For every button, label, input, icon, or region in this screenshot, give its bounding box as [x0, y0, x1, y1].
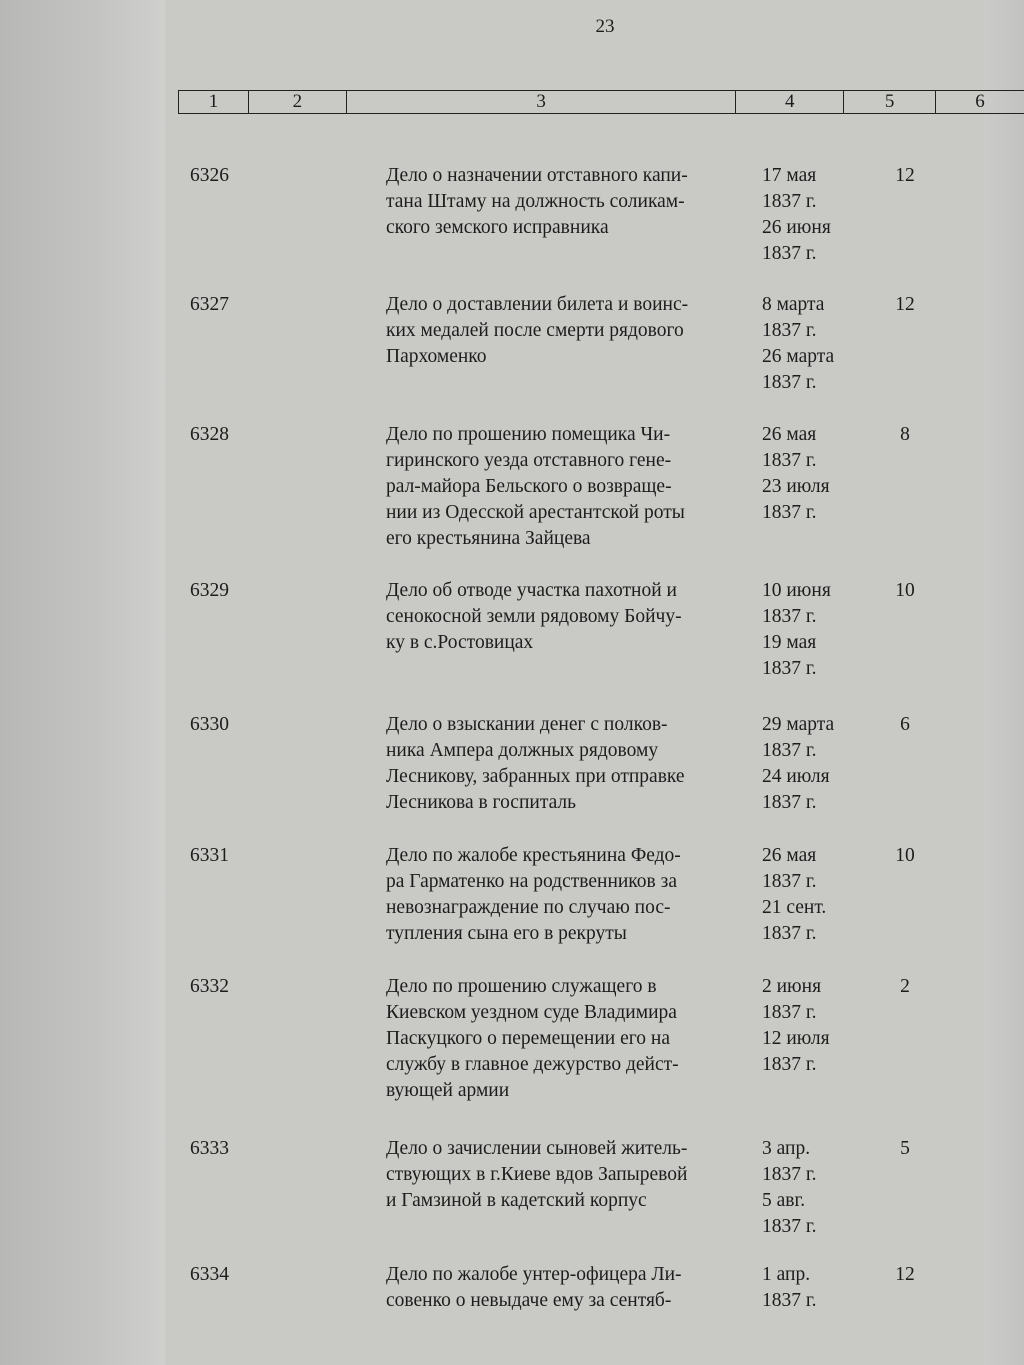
description-line: тана Штаму на должность соликам-: [386, 191, 685, 212]
facing-page-margin: [0, 0, 165, 1365]
description-line: Лесникова в госпиталь: [386, 792, 577, 813]
date-line: 21 сент.: [762, 897, 827, 918]
date-line: 8 марта: [762, 294, 825, 315]
date-line: 1837 г.: [762, 923, 817, 944]
date-line: 1837 г.: [762, 1054, 817, 1075]
description-line: Дело об отводе участка пахотной и: [386, 580, 677, 601]
date-line: 1837 г.: [762, 871, 817, 892]
record-number: 6329: [190, 580, 229, 601]
record-dates: [762, 163, 872, 267]
date-line: 1837 г.: [762, 191, 817, 212]
record-dates: [762, 974, 872, 1078]
record-number: 6326: [190, 165, 229, 186]
record-number: 6330: [190, 714, 229, 735]
sheet-count: 10: [895, 580, 915, 601]
description-line: Дело о зачислении сыновей житель-: [386, 1138, 688, 1159]
description-line: рал-майора Бельского о возвраще-: [386, 476, 672, 497]
date-line: 26 марта: [762, 346, 835, 367]
sheet-count: 8: [900, 424, 910, 445]
column-header-6: 6: [975, 91, 985, 112]
sheet-count: 12: [895, 1264, 915, 1285]
date-line: 1837 г.: [762, 658, 817, 679]
record-number: 6334: [190, 1264, 229, 1285]
date-line: 19 мая: [762, 632, 817, 653]
right-page-edge: [984, 0, 1024, 1365]
record-description: [386, 422, 756, 552]
record-dates: [762, 292, 872, 396]
record-number: 6328: [190, 424, 229, 445]
date-line: 1837 г.: [762, 1290, 817, 1311]
record-dates: [762, 1262, 872, 1314]
description-line: Лесникову, забранных при отправке: [386, 766, 685, 787]
date-line: 1837 г.: [762, 1002, 817, 1023]
date-line: 1837 г.: [762, 1164, 817, 1185]
record-description: [386, 843, 756, 947]
description-line: вующей армии: [386, 1080, 510, 1101]
date-line: 10 июня: [762, 580, 831, 601]
description-line: тупления сына его в рекруты: [386, 923, 627, 944]
description-line: ких медалей после смерти рядового: [386, 320, 684, 341]
date-line: 17 мая: [762, 165, 817, 186]
record-number: 6327: [190, 294, 229, 315]
record-description: [386, 1262, 756, 1314]
record-dates: [762, 422, 872, 526]
date-line: 1837 г.: [762, 320, 817, 341]
record-description: [386, 163, 756, 241]
sheet-count: 10: [895, 845, 915, 866]
date-line: 1837 г.: [762, 606, 817, 627]
description-line: сенокосной земли рядовому Бойчу-: [386, 606, 682, 627]
record-description: [386, 974, 756, 1104]
date-line: 1837 г.: [762, 1216, 817, 1237]
description-line: и Гамзиной в кадетский корпус: [386, 1190, 647, 1211]
date-line: 23 июля: [762, 476, 830, 497]
date-line: 1837 г.: [762, 740, 817, 761]
record-description: [386, 578, 756, 656]
date-line: 3 апр.: [762, 1138, 811, 1159]
description-line: службу в главное дежурство дейст-: [386, 1054, 679, 1075]
description-line: Паскуцкого о перемещении его на: [386, 1028, 670, 1049]
description-line: Пархоменко: [386, 346, 487, 367]
description-line: ра Гарматенко на родственников за: [386, 871, 677, 892]
date-line: 1837 г.: [762, 243, 817, 264]
description-line: ку в с.Ростовицах: [386, 632, 534, 653]
record-number: 6333: [190, 1138, 229, 1159]
record-number: 6332: [190, 976, 229, 997]
description-line: Дело по прошению служащего в: [386, 976, 657, 997]
column-header-1: 1: [179, 91, 249, 113]
date-line: 2 июня: [762, 976, 822, 997]
date-line: 5 авг.: [762, 1190, 806, 1211]
column-header-4: 4: [736, 91, 844, 113]
description-line: ника Ампера должных рядовому: [386, 740, 659, 761]
description-line: Дело о назначении отставного капи-: [386, 165, 688, 186]
date-line: 26 июня: [762, 217, 831, 238]
date-line: 26 мая: [762, 424, 817, 445]
date-line: 1837 г.: [762, 372, 817, 393]
sheet-count: 2: [900, 976, 910, 997]
page-number: 23: [595, 16, 615, 37]
date-line: 1837 г.: [762, 792, 817, 813]
description-line: его крестьянина Зайцева: [386, 528, 591, 549]
column-header-5: 5: [844, 91, 936, 113]
description-line: Дело о доставлении билета и воинс-: [386, 294, 689, 315]
date-line: 1837 г.: [762, 502, 817, 523]
column-header-2: 2: [249, 91, 347, 113]
record-dates: [762, 578, 872, 682]
date-line: 29 марта: [762, 714, 835, 735]
date-line: 24 июля: [762, 766, 830, 787]
sheet-count: 12: [895, 165, 915, 186]
description-line: совенко о невыдаче ему за сентяб-: [386, 1290, 672, 1311]
description-line: невознаграждение по случаю пос-: [386, 897, 671, 918]
description-line: Киевском уездном суде Владимира: [386, 1002, 677, 1023]
description-line: Дело о взыскании денег с полков-: [386, 714, 668, 735]
column-header-table: [178, 90, 1024, 114]
sheet-count: 5: [900, 1138, 910, 1159]
record-number: 6331: [190, 845, 229, 866]
sheet-count: 12: [895, 294, 915, 315]
description-line: Дело по жалобе крестьянина Федо-: [386, 845, 681, 866]
record-description: [386, 292, 756, 370]
sheet-count: 6: [900, 714, 910, 735]
record-dates: [762, 712, 872, 816]
description-line: Дело по жалобе унтер-офицера Ли-: [386, 1264, 682, 1285]
description-line: гиринского уезда отставного гене-: [386, 450, 672, 471]
column-header-3: 3: [347, 91, 737, 113]
record-dates: [762, 843, 872, 947]
date-line: 1 апр.: [762, 1264, 811, 1285]
record-dates: [762, 1136, 872, 1240]
description-line: ского земского исправника: [386, 217, 609, 238]
description-line: ствующих в г.Киеве вдов Запыревой: [386, 1164, 688, 1185]
date-line: 1837 г.: [762, 450, 817, 471]
description-line: Дело по прошению помещика Чи-: [386, 424, 671, 445]
record-description: [386, 712, 756, 816]
date-line: 26 мая: [762, 845, 817, 866]
record-description: [386, 1136, 756, 1214]
date-line: 12 июля: [762, 1028, 830, 1049]
description-line: нии из Одесской арестантской роты: [386, 502, 685, 523]
